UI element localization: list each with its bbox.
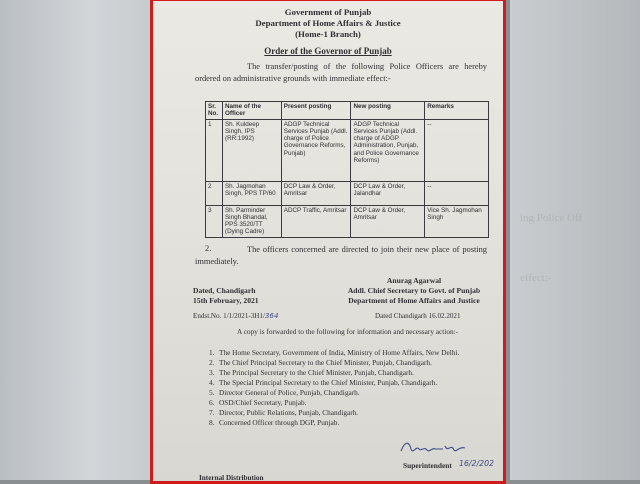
header-government: Government of Punjab xyxy=(284,7,372,17)
handwritten-signature xyxy=(399,437,469,459)
ghost-text: ing Police Off xyxy=(520,212,583,224)
list-text: The Chief Principal Secretary to the Chief Minister, Punjab, Chandigarh. xyxy=(219,358,432,368)
list-number: 7. xyxy=(209,408,215,418)
signatory-department: Department of Home Affairs and Justice xyxy=(348,296,480,305)
list-number: 4. xyxy=(209,378,215,388)
table-header-row xyxy=(206,102,489,120)
document-frame xyxy=(150,0,506,484)
signatory-designation: Addl. Chief Secretary to Govt. of Punjab xyxy=(347,286,481,295)
endorsement-handwritten: 364 xyxy=(264,311,279,320)
list-item xyxy=(209,398,494,407)
list-text: The Principal Secretary to the Chief Minister, Punjab, Chandigarh. xyxy=(219,368,414,378)
copy-list xyxy=(209,348,494,428)
cell-new: DCP Law & Order, Jalandhar xyxy=(351,181,425,205)
table-row xyxy=(206,119,489,181)
dated-date: 15th February, 2021 xyxy=(193,296,259,305)
list-item xyxy=(209,418,494,427)
cell-name: Sh. Jagmohan Singh, PPS TP/60 xyxy=(222,181,281,205)
list-text: The Home Secretary, Government of India, Ministry of Home Affairs, New Delhi. xyxy=(219,348,460,357)
table-row xyxy=(206,205,489,237)
column-header: Present posting xyxy=(281,102,351,120)
cell-sr: 1 xyxy=(206,119,223,181)
header-branch: (Home-1 Branch) xyxy=(295,29,361,39)
transfer-table xyxy=(205,101,489,238)
list-number: 2. xyxy=(209,358,215,368)
list-number: 1. xyxy=(209,348,215,357)
list-number: 5. xyxy=(209,388,215,398)
endorsement-date: Dated Chandigarh 16.02.2021 xyxy=(375,312,461,320)
endorsement-number xyxy=(193,312,278,321)
cell-sr: 2 xyxy=(206,181,223,205)
internal-distribution: Internal Distribution xyxy=(199,474,264,482)
cell-present: DCP Law & Order, Amritsar xyxy=(281,181,351,205)
header-department: Department of Home Affairs & Justice xyxy=(255,18,401,28)
cell-sr: 3 xyxy=(206,205,223,237)
list-item xyxy=(209,408,494,417)
background-left xyxy=(0,0,152,480)
column-header: Remarks xyxy=(425,102,489,120)
endorsement-number-text: Endst.No. 1/1/2021-3H1/ xyxy=(193,312,265,320)
order-title: Order of the Governor of Punjab xyxy=(264,46,392,56)
list-item xyxy=(209,368,494,377)
table-row xyxy=(206,181,489,205)
cell-present: ADCP Traffic, Amritsar xyxy=(281,205,351,237)
list-number: 3. xyxy=(209,368,215,378)
cell-new: DCP Law & Order, Amritsar xyxy=(351,205,425,237)
list-item xyxy=(209,348,494,357)
column-header: Sr. No. xyxy=(206,102,223,120)
list-item xyxy=(209,358,494,367)
list-text: OSD/Chief Secretary, Punjab. xyxy=(219,398,307,408)
dated-place: Dated, Chandigarh xyxy=(193,286,256,295)
cell-remarks: -- xyxy=(425,119,489,181)
background-right xyxy=(510,0,640,480)
cell-new: ADGP Technical Services Punjab (Addl. charge of ADGP Administration, Punjab, and Police Governance Reforms) xyxy=(351,119,425,181)
column-header: Name of the Officer xyxy=(222,102,281,120)
superintendent-date: 16/2/202 xyxy=(459,459,495,468)
cell-remarks: Vice Sh. Jagmohan Singh xyxy=(425,205,489,237)
ghost-text: effect:- xyxy=(520,272,552,284)
signatory-name: Anurag Agarwal xyxy=(386,276,442,285)
list-text: Director General of Police, Punjab, Chandigarh. xyxy=(219,388,360,398)
column-header: New posting xyxy=(351,102,425,120)
para2-text: The officers concerned are directed to join their new place of posting immediately. xyxy=(195,245,487,267)
cell-name: Sh. Parminder Singh Bhandal, PPS 3520/TT (Dying Cadre) xyxy=(222,205,281,237)
list-text: Concerned Officer through DGP, Punjab. xyxy=(219,418,340,428)
intro-paragraph: The transfer/posting of the following Police Officers are hereby ordered on administrative grounds with immediate effect:- xyxy=(195,62,487,84)
document-page xyxy=(153,1,503,481)
copy-intro: A copy is forwarded to the following for information and necessary action:- xyxy=(237,327,459,336)
list-text: Director, Public Relations, Punjab, Chandigarh. xyxy=(219,408,359,418)
list-number: 6. xyxy=(209,398,215,408)
cell-remarks: -- xyxy=(425,181,489,205)
list-number: 8. xyxy=(209,418,215,428)
superintendent-label: Superintendent xyxy=(403,461,452,470)
list-item xyxy=(209,388,494,397)
list-text: The Special Principal Secretary to the Chief Minister, Punjab, Chandigarh. xyxy=(219,378,438,388)
para2-number: 2. xyxy=(205,244,212,253)
cell-present: ADGP Technical Services Punjab (Addl. charge of Police Governance Reforms, Punjab) xyxy=(281,119,351,181)
list-item xyxy=(209,378,494,387)
cell-name: Sh. Kuldeep Singh, IPS (RR:1992) xyxy=(222,119,281,181)
